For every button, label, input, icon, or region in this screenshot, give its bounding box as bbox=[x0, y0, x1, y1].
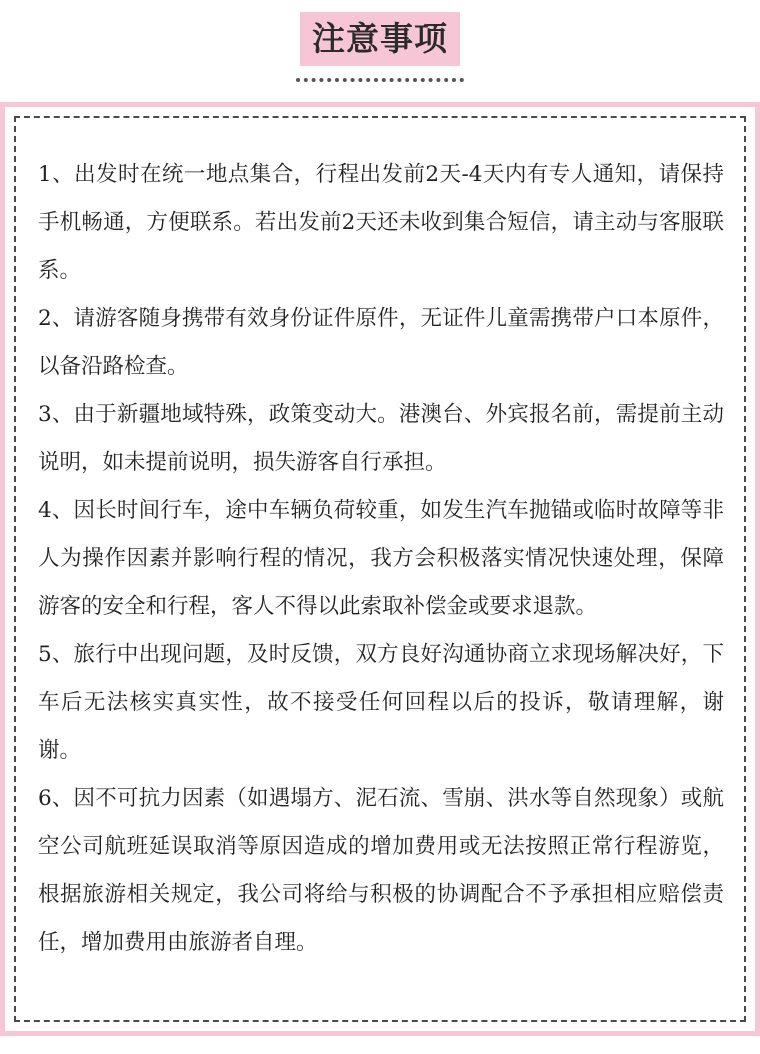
notice-item-2: 2、请游客随身携带有效身份证件原件，无证件儿童需携带户口本原件，以备沿路检查。 bbox=[38, 306, 724, 379]
notice-item-4: 4、因长时间行车，途中车辆负荷较重，如发生汽车抛锚或临时故障等非人为操作因素并影响行程的情况，我方会积极落实情况快速处理，保障游客的安全和行程，客人不得以此索取补偿金或要求退款。 bbox=[38, 498, 724, 619]
notice-item-3: 3、由于新疆地域特殊，政策变动大。港澳台、外宾报名前，需提前主动说明，如未提前说明，损失游客自行承担。 bbox=[38, 402, 724, 475]
page-title: 注意事项 bbox=[300, 12, 460, 66]
notice-panel-dashed-frame bbox=[14, 116, 746, 1022]
notice-item-6: 6、因不可抗力因素（如遇塌方、泥石流、雪崩、洪水等自然现象）或航空公司航班延误取消等原因造成的增加费用或无法按照正常行程游览，根据旅游相关规定，我公司将给与积极的协调配合不予承担相应赔偿责任，增加费用由旅游者自理。 bbox=[38, 786, 724, 955]
title-dotted-divider bbox=[296, 78, 464, 82]
notice-item-1: 1、出发时在统一地点集合，行程出发前2天-4天内有专人通知，请保持手机畅通，方便联系。若出发前2天还未收到集合短信，请主动与客服联系。 bbox=[38, 162, 724, 283]
title-section bbox=[0, 12, 760, 82]
notice-item-5: 5、旅行中出现问题，及时反馈，双方良好沟通协商立求现场解决好，下车后无法核实真实性，故不接受任何回程以后的投诉，敬请理解，谢谢。 bbox=[38, 642, 724, 763]
notice-panel bbox=[0, 102, 760, 1036]
